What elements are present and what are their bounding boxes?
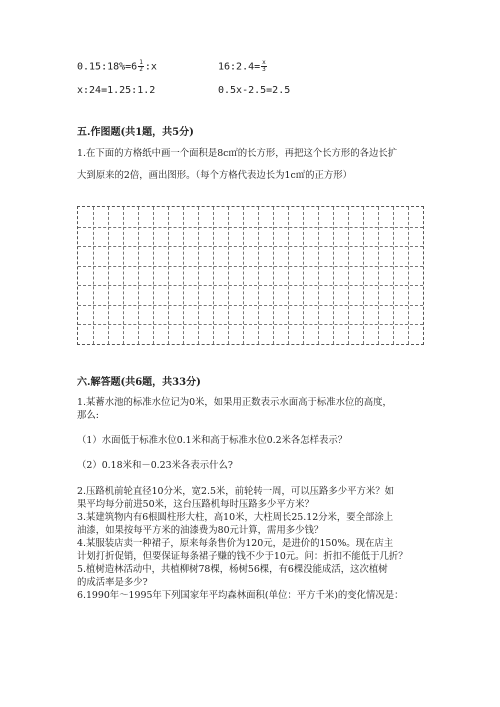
section-6-q5-line1: 5.植树造林活动中，共植柳树78棵，杨树56棵，有6棵没能成活，这次植树: [77, 564, 388, 575]
section-6-q1-sub2: （2）0.18米和－0.23米各表示什么?: [77, 460, 233, 471]
equation-2: [218, 60, 268, 73]
equation-4: 0.5x-2.5=2.5: [218, 85, 291, 96]
section-6-q4-line2: 计划打折促销，但要保证每条裙子赚的钱不少于10元。问：折扣不能低于几折？: [77, 551, 408, 562]
equation-2-fraction: [261, 60, 267, 73]
grid-horizontal-line: [78, 227, 423, 228]
fraction-numerator: x: [262, 59, 266, 66]
fraction-denominator: 2: [139, 66, 143, 73]
equation-2-left: 16:2.4=: [218, 61, 261, 73]
section-6-q2-line2: 果平均每分前进50米，这台压路机每时压路多少平方米？: [77, 499, 314, 510]
section-6-q3-line2: 油漆，如果按每平方米的油漆费为80元计算，需用多少钱？: [77, 525, 324, 536]
equation-1: [77, 60, 157, 73]
fraction-denominator: 3: [262, 66, 266, 73]
grid-horizontal-line: [78, 246, 423, 247]
section-6-q4-line1: 4.某服装店卖一种裙子，原来每条售价为120元，是进价的150%。现在店主: [77, 538, 394, 549]
equation-3: x:24=1.25:1.2: [77, 85, 156, 96]
section-6-q5-line2: 的成活率是多少?: [77, 577, 148, 588]
section-6-q2-line1: 2.压路机前轮直径10分米，宽2.5米，前轮转一周，可以压路多少平方米？如: [77, 486, 395, 497]
section-5-q1-line2: 大到原来的2倍，画出图形。（每个方格代表边长为1c㎡的正方形）: [77, 170, 352, 181]
section-6-q6-line1: 6.1990年～1995年下列国家年平均森林面积(单位：平方千米)的变化情况是：: [77, 590, 404, 601]
section-6-q1-line1: 1.某蓄水池的标准水位记为0米，如果用正数表示水面高于标准水位的高度，: [77, 397, 392, 408]
section-6-q1-sub1: （1）水面低于标准水位0.1米和高于标准水位0.2米各怎样表示？: [77, 435, 348, 446]
section-6-q3-line1: 3.某建筑物内有6根圆柱形大柱，高10米，大柱周长25.12分米，要全部涂上: [77, 512, 394, 523]
grid-horizontal-line: [78, 324, 423, 325]
section-5-heading: 五.作图题(共1题，共5分): [77, 127, 194, 138]
section-5-q1-line1: 1.在下面的方格纸中画一个面积是8c㎡的长方形，再把这个长方形的各边长扩: [77, 148, 398, 159]
grid-horizontal-line: [78, 266, 423, 267]
equation-1-left: 0.15:18%=6: [77, 61, 138, 73]
section-6-q1-line2: 那么:: [77, 410, 99, 421]
equation-1-right: :x: [144, 61, 157, 73]
fraction-numerator: 1: [139, 59, 143, 66]
grid-horizontal-line: [78, 285, 423, 286]
section-6-heading: 六.解答题(共6题，共33分): [77, 377, 201, 388]
square-grid-paper: [77, 206, 424, 345]
grid-horizontal-line: [78, 305, 423, 306]
equation-1-fraction: [138, 60, 144, 73]
